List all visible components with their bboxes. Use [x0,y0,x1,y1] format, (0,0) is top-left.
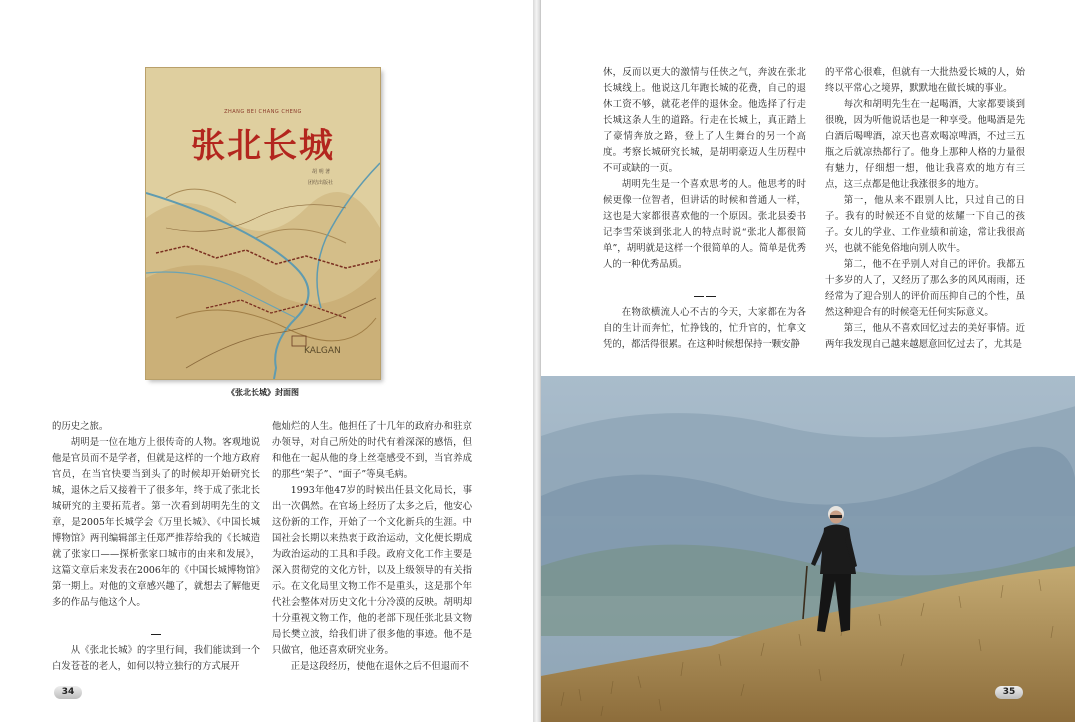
paragraph: 每次和胡明先生在一起喝酒，大家都要谈到很晚，因为听他说话也是一种享受。他喝酒是先白酒后喝啤酒，凉天也喜欢喝凉啤酒，不过三五瓶之后就凉热都行了。他身上那种人格的力量很有魅力，仔细想一想，他让我喜欢的地方有三点，这三点都是他让我涨很多的地方。 [825,99,1025,190]
paragraph: 第一，他从来不跟别人比，只过自己的日子。我有的时候还不自觉的炫耀一下自己的孩子。女儿的学业、工作业绩和前途，常让我很高兴，也就不能免俗地向别人吹牛。 [825,195,1025,254]
left-text-column-1 [52,419,260,675]
section-dash [694,296,704,297]
left-text-column-2 [272,419,472,675]
paragraph: 第二，他不在乎别人对自己的评价。我都五十多岁的人了，又经历了那么多的风风雨雨，还经常为了迎合别人的评价而压抑自己的个性，虽然这种迎合有的时候毫无任何实际意义。 [825,259,1025,318]
section-number [603,289,806,305]
page-number: 34 [54,686,82,699]
paragraph: 正是这段经历，使他在退休之后不但退而不 [290,661,469,672]
map-place-label: KALGAN [304,346,341,356]
book-cover-image [146,68,380,379]
figure-caption: 《张北长城》封面图 [227,387,299,397]
paragraph: 的平常心很难，但就有一大批热爱长城的人，始终以平常心之境界，默默地在做长城的事业。 [825,67,1025,94]
photo-illustration [541,376,1075,722]
cover-pinyin: ZHANG BEI CHANG CHENG [224,109,302,115]
right-text-column-2 [825,65,1025,353]
paragraph: 在物欲横流人心不古的今天，大家都在为各自的生计而奔忙，忙挣钱的，忙升官的，忙拿文凭的，都活得很累。在这种时候想保持一颗安静 [603,307,806,350]
section-number [52,627,260,643]
paragraph: 休，反而以更大的激情与任侠之气，奔波在张北长城线上。他说这几年跑长城的花费，自己的退休工资不够，就花老伴的退休金。他选择了行走长城这条人生的道路。行走在长城上，真正踏上了豪情奔放之路，登上了人生舞台的另一个高度。考察长城研究长城，是胡明豪迈人生历程中不可或缺的一页。 [603,67,806,174]
cover-title: 张北长城 [191,126,335,166]
paragraph: 的历史之旅。 [52,421,109,432]
paragraph: 他灿烂的人生。他担任了十几年的政府办和驻京办领导，对自己所处的时代有着深深的感悟，但和他在一起从他的身上丝毫感受不到，当官养成的那些“架子”、“面子”等臭毛病。 [272,421,472,480]
paragraph: 胡明是一位在地方上很传奇的人物。客观地说他是官员而不是学者，但就是这样的一个地方政府官员，在当官快要当到头了的时候却开始研究长城，退休之后又接着干了很多年，终于成了张北长城研究的主要拓荒者。第一次看到胡明先生的文章，是2005年长城学会《万里长城》、《中国长城博物馆》两刊编辑部主任郑严推荐给我的《长城造就了张家口——探析张家口城市的由来和发展》，这篇文章后来发表在2006年的《中国长城博物馆》第一期上。对他的文章感兴趣了，就想去了解他更多的作品与他这个人。 [52,437,260,608]
section-dash [706,296,716,297]
paragraph: 第三，他从不喜欢回忆过去的美好事情。近两年我发现自己越来越愿意回忆过去了，尤其是 [825,323,1025,350]
left-page [0,0,534,722]
hillside-photo [541,376,1075,722]
right-text-column-1 [603,65,806,353]
book-gutter [533,0,540,722]
cover-author: 胡 明 著 [312,169,331,175]
section-dash [151,634,161,635]
paragraph: 胡明先生是一个喜欢思考的人。他思考的时候更像一位智者，但讲话的时候和普通人一样，这也是大家都很喜欢他的一个原因。张北县委书记李雪荣谈到张北人的特点时说“张北人都很简单”，胡明就是这样一个很简单的人。简单是优秀人的一种优秀品质。 [603,179,806,270]
cover-publisher: 团结出版社 [308,180,334,186]
paragraph: 1993年他47岁的时候出任县文化局长，事出一次偶然。在官场上经历了太多之后，他安心这份新的工作，开始了一个文化新兵的生涯。中国社会长期以来热衷于政治运动，文化便长期成为政治运动的工具和手段。政府文化工作主要是深入贯彻党的文化方针，以及上级领导的有关指示。在文化局里文物工作不是重头，这是那个年代社会整体对历史文化十分冷漠的反映。胡明却十分重视文物工作，他的老部下现任张北县文物局长樊立波，给我们讲了很多他的事迹。他不是只做官，他还喜欢研究业务。 [272,485,472,656]
paragraph: 从《张北长城》的字里行间，我们能读到一个白发苍苍的老人，如何以特立独行的方式展开 [52,645,260,672]
page-number: 35 [995,686,1023,699]
right-page [540,0,1075,722]
